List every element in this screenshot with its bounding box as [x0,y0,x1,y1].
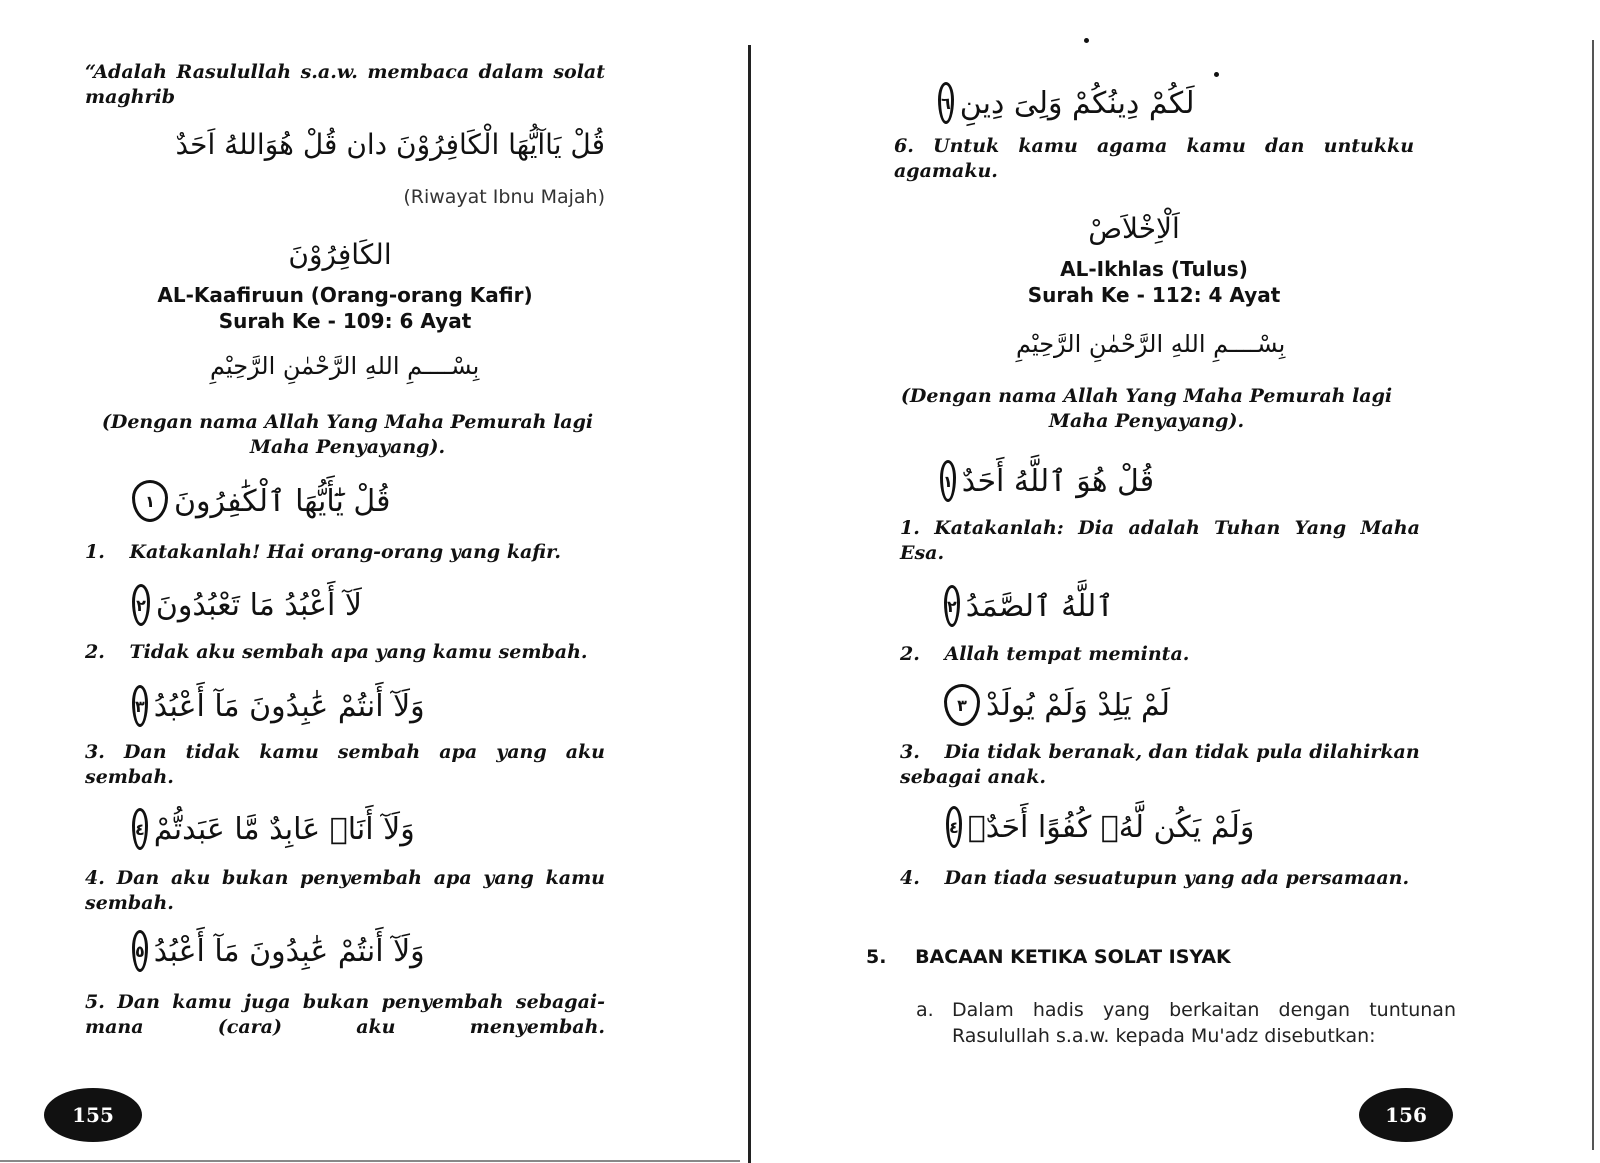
verse-text: Untuk kamu agama kamu dan untukku agamaku. [894,135,1415,182]
verse-arabic-text: ٱللَّهُ ٱلصَّمَدُ [965,588,1114,624]
source-citation: (Riwayat Ibnu Majah) [403,186,605,208]
verse-arabic [132,685,425,727]
verse-arabic [132,480,412,522]
verse-text: Dan aku bukan penyembah apa yang kamu sembah. [85,867,605,914]
bismillah-text: بِسْــــمِ اللهِ الرَّحْمٰنِ الرَّحِيْمِ [210,352,480,380]
ayah-marker-icon: ٦ [938,82,954,124]
ayah-marker-icon: ٣ [944,684,980,726]
bismillah-text: بِسْــــمِ اللهِ الرَّحْمٰنِ الرَّحِيْمِ [1016,330,1286,358]
item-letter: a. [916,999,934,1021]
verse-arabic-text: لَمْ يَلِدْ وَلَمْ يُولَدْ [986,687,1171,723]
verse-arabic-text: قُلْ يَٰٓأَيُّهَا ٱلْكَٰفِرُونَ [174,483,391,519]
verse-arabic [132,808,415,850]
intro-text: “Adalah Rasulullah s.a.w. membaca dalam solat maghrib [85,61,605,108]
verse-text: Katakanlah: Dia adalah Tuhan Yang Maha Esa. [900,517,1420,564]
verse-translation [894,134,1414,184]
verse-number: 2. [85,641,105,663]
verse-arabic [946,806,1255,848]
verse-arabic [944,585,1114,627]
right-page [754,0,1600,1163]
verse-translation [900,516,1420,566]
verse-number: 6. [894,135,914,157]
ayah-marker-icon: ٤ [946,806,962,848]
section-heading [866,946,1231,968]
surah-arabic-title: الكَافِرُوْنَ [288,238,392,271]
ayah-marker-icon: ١ [940,460,956,502]
verse-number: 1. [900,517,920,539]
verse-translation [85,540,605,565]
verse-arabic [940,460,1155,502]
verse-text: Allah tempat meminta. [944,643,1190,665]
verse-number: 4. [900,867,920,889]
verse-translation [85,990,605,1040]
left-page [0,0,750,1163]
speck [1084,38,1089,43]
verse-translation [85,740,605,790]
bismillah-calligraphy [1016,330,1285,358]
verse-text: Dan tidak kamu sembah apa yang aku sembah. [85,741,605,788]
verse-arabic-text: لَآ أَعْبُدُ مَا تَعْبُدُونَ [155,587,362,623]
verse-number: 5. [85,991,105,1013]
verse-arabic-text: قُلْ هُوَ ٱللَّهُ أَحَدٌ [961,463,1155,499]
verse-number: 1. [85,541,105,563]
verse-arabic [938,82,1195,124]
verse-number: 3. [85,741,105,763]
intro-arabic: قُلْ يَاآيُّهَا الْكَافِرُوْنَ دان قُلْ هُوَاللهُ اَحَدٌ [175,128,605,161]
verse-translation [900,740,1420,790]
verse-arabic [132,930,425,972]
surah-title: AL-Ikhlas (Tulus) [1060,257,1248,281]
verse-arabic-text: وَلَمْ يَكُن لَّهُۥ كُفُوًا أَحَدٌۢ [967,809,1255,845]
bismillah-calligraphy [210,352,479,380]
verse-translation [85,866,605,916]
surah-arabic-title: اَلْاِخْلاَصْ [1088,212,1180,245]
verse-text: Dia tidak beranak, dan tidak pula dilahirkan sebagai anak. [900,741,1420,788]
verse-text: Dan kamu juga bukan penyembah sebagai- mana (cara) aku menyembah. [85,991,605,1038]
ayah-marker-icon: ١ [132,480,168,522]
verse-translation [900,866,1440,891]
ayah-marker-icon: ٢ [944,585,960,627]
basmala-translation: (Dengan nama Allah Yang Maha Pemurah lagi Maha Penyayang). [900,385,1393,432]
verse-number: 4. [85,867,105,889]
verse-arabic-text: لَكُمْ دِينُكُمْ وَلِىَ دِينِ [959,85,1195,121]
verse-arabic-text: وَلَآ أَنتُمْ عَٰبِدُونَ مَآ أَعْبُدُ [153,933,425,969]
verse-translation [85,640,605,665]
verse-translation [900,642,1420,667]
ayah-marker-icon: ٥ [132,930,148,972]
ayah-marker-icon: ٢ [132,584,150,626]
verse-arabic [944,684,1174,726]
ayah-marker-icon: ٣ [132,685,148,727]
verse-text: Tidak aku sembah apa yang kamu sembah. [129,641,588,663]
page-number: 156 [1359,1088,1453,1142]
verse-arabic-text: وَلَآ أَنَا۠ عَابِدٌ مَّا عَبَدتُّمْ [153,811,415,847]
surah-number: Surah Ke - 112: 4 Ayat [1027,283,1281,307]
verse-number: 2. [900,643,920,665]
verse-number: 3. [900,741,920,763]
basmala-translation: (Dengan nama Allah Yang Maha Pemurah lagi Maha Penyayang). [101,411,594,458]
item-text: Dalam hadis yang berkaitan dengan tuntunan Rasulullah s.a.w. kepada Mu'adz disebutkan: [952,999,1456,1047]
page-number: 155 [44,1088,142,1142]
list-item [916,997,1456,1049]
verse-text: Katakanlah! Hai orang-orang yang kafir. [129,541,561,563]
verse-arabic [132,584,362,626]
speck [1214,72,1219,77]
section-title: BACAAN KETIKA SOLAT ISYAK [915,946,1231,968]
surah-number: Surah Ke - 109: 6 Ayat [218,309,472,333]
verse-text: Dan tiada sesuatupun yang ada persamaan. [944,867,1410,889]
surah-title: AL-Kaafiruun (Orang-orang Kafir) [157,283,533,307]
ayah-marker-icon: ٤ [132,808,148,850]
section-number: 5. [866,946,887,968]
verse-arabic-text: وَلَآ أَنتُمْ عَٰبِدُونَ مَآ أَعْبُدُ [153,688,425,724]
